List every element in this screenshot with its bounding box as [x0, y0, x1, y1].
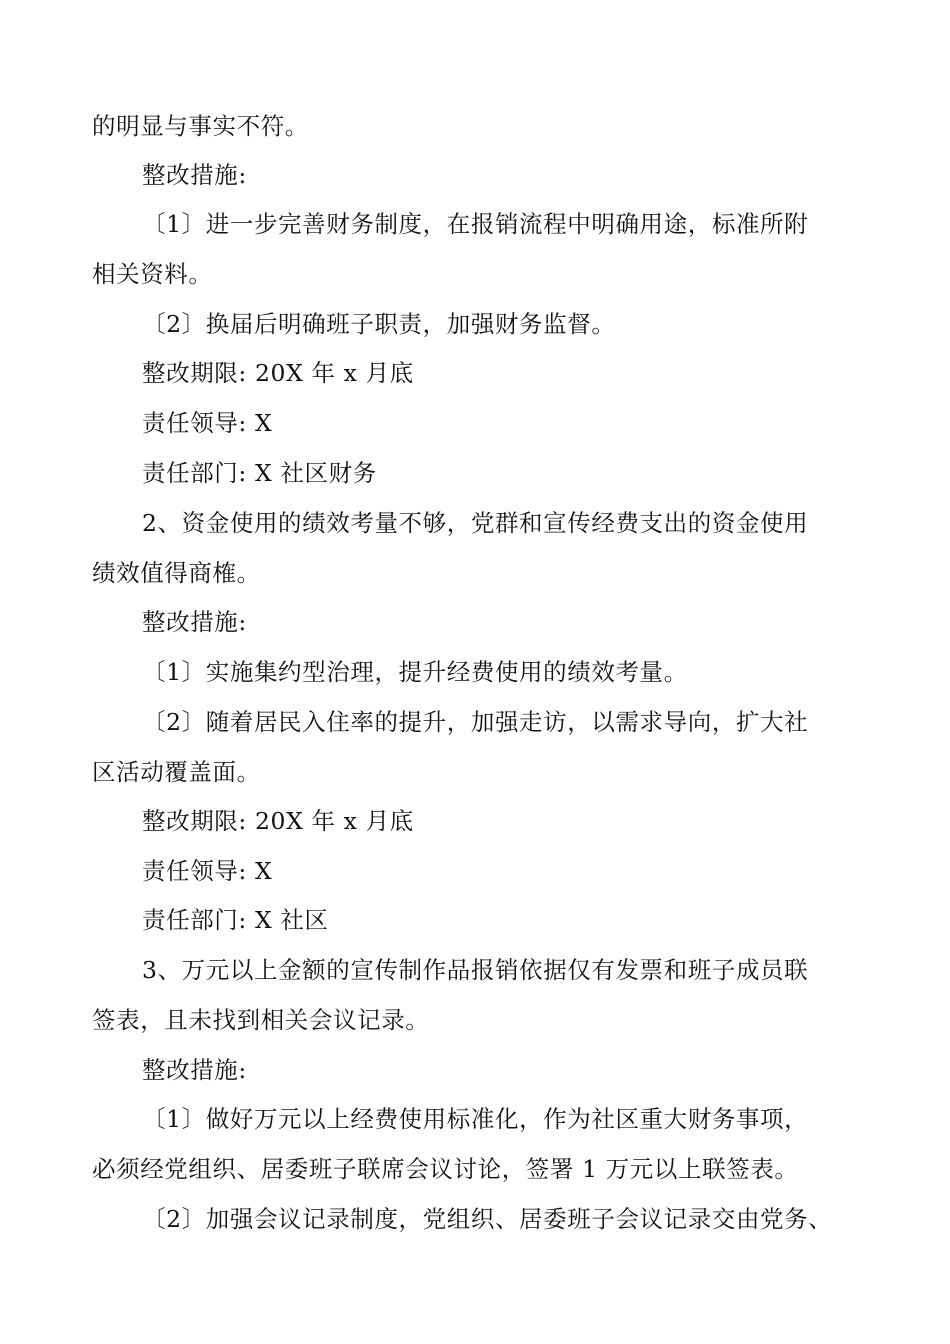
- body-text-line: 区活动覆盖面。: [92, 758, 261, 786]
- section-heading: 整改措施:: [142, 1056, 247, 1084]
- responsible-leader-line: 责任领导: X: [142, 409, 273, 437]
- measure-item: 〔1〕实施集约型治理，提升经费使用的绩效考量。: [142, 658, 688, 686]
- issue-item: 3、万元以上金额的宣传制作品报销依据仅有发票和班子成员联: [142, 956, 809, 984]
- body-text-line: 绩效值得商榷。: [92, 559, 261, 587]
- measure-item: 〔2〕加强会议记录制度，党组织、居委班子会议记录交由党务、: [142, 1205, 833, 1233]
- measure-item: 〔2〕随着居民入住率的提升，加强走访，以需求导向，扩大社: [142, 708, 809, 736]
- measure-item: 〔2〕换届后明确班子职责，加强财务监督。: [142, 310, 616, 338]
- deadline-line: 整改期限: 20X 年 x 月底: [142, 807, 414, 835]
- section-heading: 整改措施:: [142, 608, 247, 636]
- body-text-line: 的明显与事实不符。: [92, 112, 309, 140]
- responsible-department-line: 责任部门: X 社区财务: [142, 459, 377, 487]
- responsible-department-line: 责任部门: X 社区: [142, 906, 329, 934]
- body-text-line: 必须经党组织、居委班子联席会议讨论，签署 1 万元以上联签表。: [92, 1155, 799, 1183]
- measure-item: 〔1〕进一步完善财务制度，在报销流程中明确用途，标准所附: [142, 210, 809, 238]
- body-text-line: 签表，且未找到相关会议记录。: [92, 1006, 430, 1034]
- section-heading: 整改措施:: [142, 161, 247, 189]
- responsible-leader-line: 责任领导: X: [142, 857, 273, 885]
- measure-item: 〔1〕做好万元以上经费使用标准化，作为社区重大财务事项，: [142, 1105, 809, 1133]
- issue-item: 2、资金使用的绩效考量不够，党群和宣传经费支出的资金使用: [142, 509, 809, 537]
- deadline-line: 整改期限: 20X 年 x 月底: [142, 359, 414, 387]
- body-text-line: 相关资料。: [92, 260, 213, 288]
